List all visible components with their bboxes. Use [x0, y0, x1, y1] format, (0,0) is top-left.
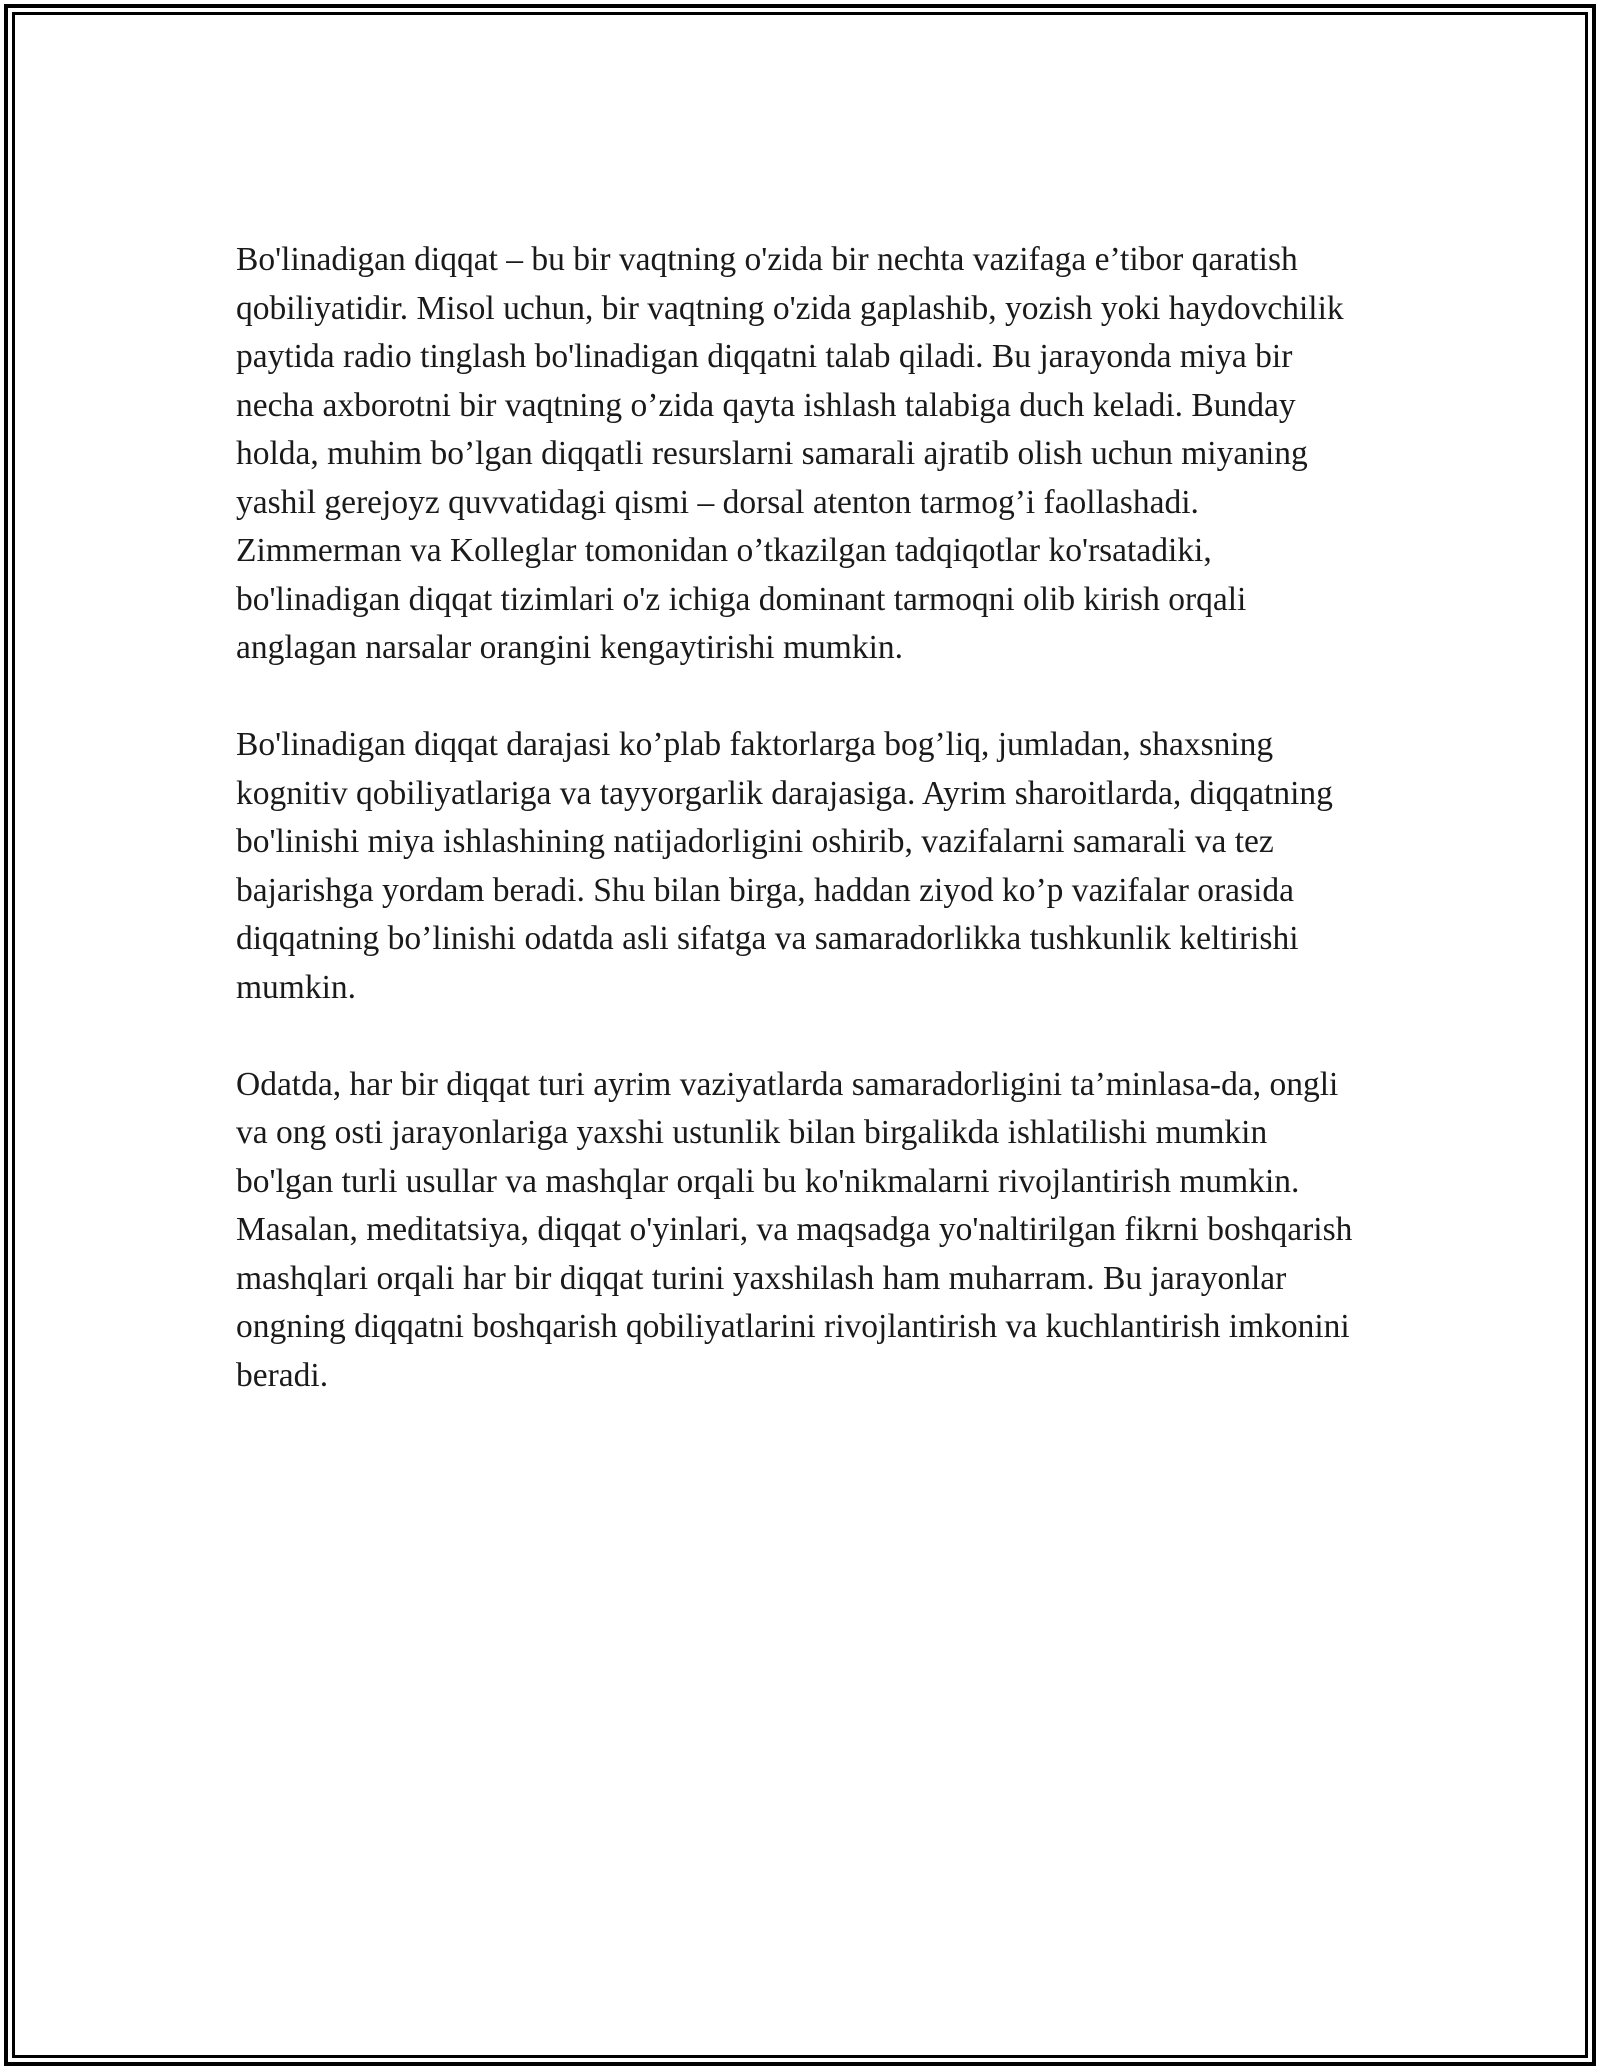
paragraph-1: Bo'linadigan diqqat – bu bir vaqtning o'zida bir nechta vazifaga e’tibor qaratish qobiliyatidir. Misol uchun, bir vaqtning o'zida gaplashib, yozish yoki haydovchilik paytida radio tinglash bo'linadigan diqqatni talab qiladi. Bu jarayonda miya bir necha axborotni bir vaqtning o’zida qayta ishlash talabiga duch keladi. Bunday holda, muhim bo’lgan diqqatli resurslarni samarali ajratib olish uchun miyaning yashil gerejoyz quvvatidagi qismi – dorsal atenton tarmog’i faollashadi. Zimmerman va Kolleglar tomonidan o’tkazilgan tadqiqotlar ko'rsatadiki, bo'linadigan diqqat tizimlari o'z ichiga dominant tarmoqni olib kirish orqali anglagan narsalar orangini kengaytirishi mumkin.: [236, 241, 1344, 666]
paragraph-3: Odatda, har bir diqqat turi ayrim vaziyatlarda samaradorligini ta’minlasa-da, ongli va ong osti jarayonlariga yaxshi ustunlik bilan birgalikda ishlatilishi mumkin bo'lgan turli usullar va mashqlar orqali bu ko'nikmalarni rivojlantirish mumkin. Masalan, meditatsiya, diqqat o'yinlari, va maqsadga yo'naltirilgan fikrni boshqarish mashqlari orqali har bir diqqat turini yaxshilash ham muharram. Bu jarayonlar ongning diqqatni boshqarish qobiliyatlarini rivojlantirish va kuchlantirish imkonini beradi.: [236, 1065, 1353, 1394]
document-body: [236, 236, 1366, 1400]
paragraph-2: Bo'linadigan diqqat darajasi ko’plab faktorlarga bog’liq, jumladan, shaxsning kognitiv qobiliyatlariga va tayyorgarlik darajasiga. Ayrim sharoitlarda, diqqatning bo'linishi miya ishlashining natijadorligini oshirib, vazifalarni samarali va tez bajarishga yordam beradi. Shu bilan birga, haddan ziyod ko’p vazifalar orasida diqqatning bo’linishi odatda asli sifatga va samaradorlikka tushkunlik keltirishi mumkin.: [236, 726, 1333, 1006]
